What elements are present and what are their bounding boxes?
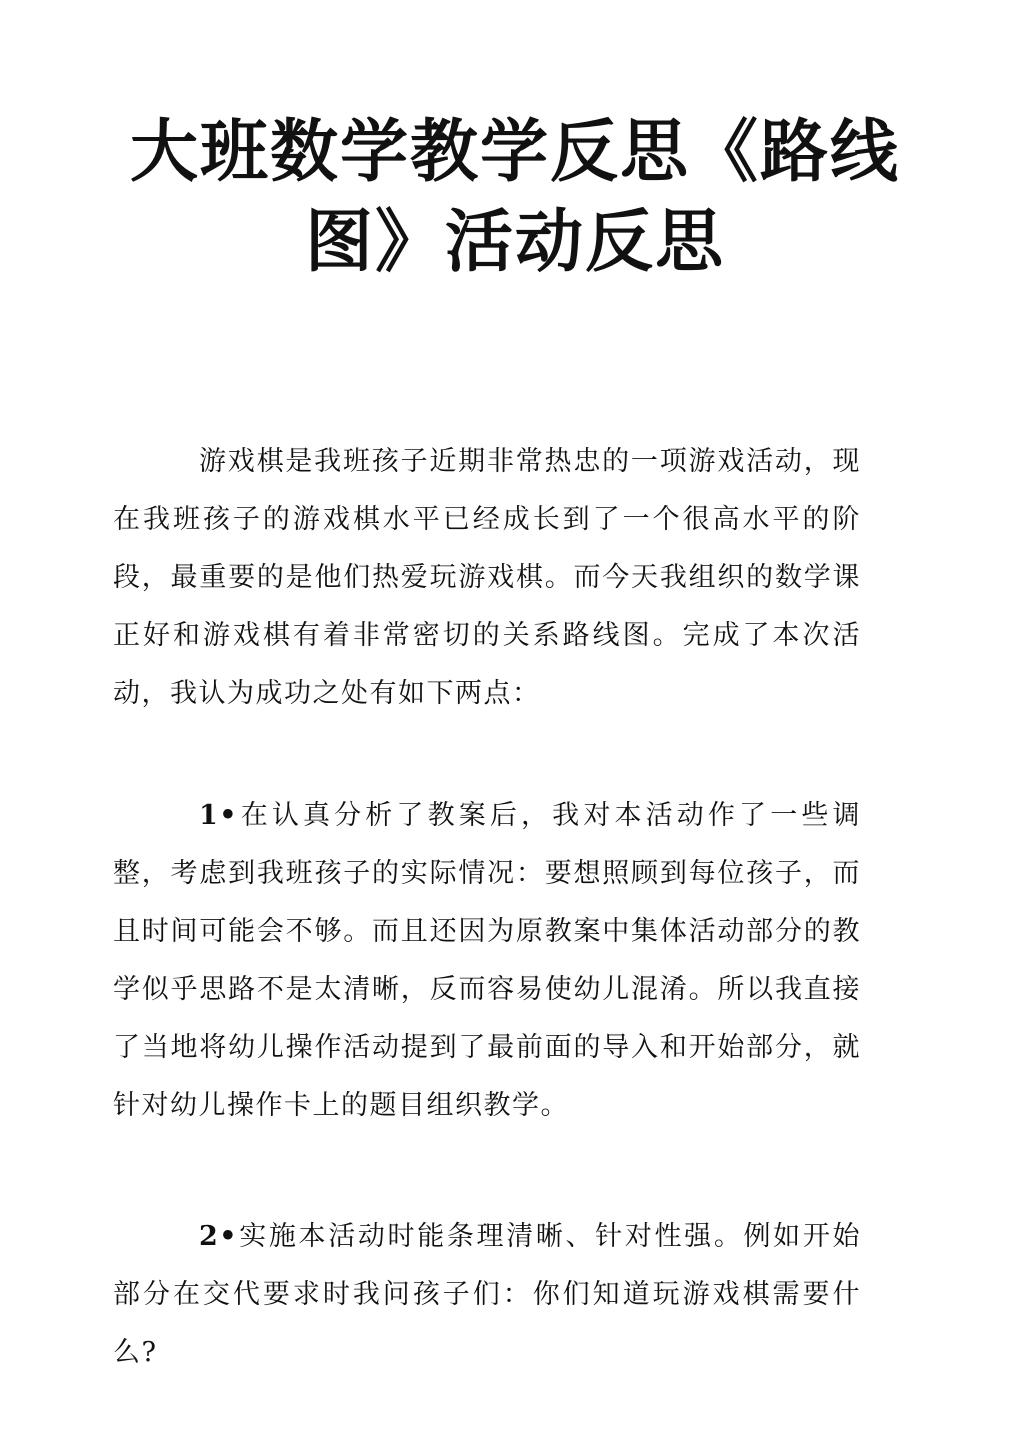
title-line-2: 图》活动反思	[304, 203, 725, 282]
paragraph-point-1	[113, 787, 861, 1135]
paragraph-text: 实施本活动时能条理清晰、针对性强。例如开始部分在交代要求时我问孩子们：你们知道玩游戏棋需要什么?	[113, 1221, 861, 1368]
point-number: 1•	[199, 800, 239, 831]
page-title	[120, 108, 910, 288]
point-number: 2•	[199, 1221, 239, 1252]
title-line-1: 大班数学教学反思《路线	[129, 113, 900, 192]
paragraph-intro	[113, 433, 861, 723]
paragraph-point-2	[113, 1208, 861, 1382]
paragraph-text: 在认真分析了教案后，我对本活动作了一些调整，考虑到我班孩子的实际情况：要想照顾到每位孩子，而且时间可能会不够。而且还因为原教案中集体活动部分的教学似乎思路不是太清晰，反而容易使幼儿混淆。所以我直接了当地将幼儿操作活动提到了最前面的导入和开始部分，就针对幼儿操作卡上的题目组织教学。	[113, 800, 861, 1121]
paragraph-text: 游戏棋是我班孩子近期非常热忠的一项游戏活动，现在我班孩子的游戏棋水平已经成长到了一个很高水平的阶段，最重要的是他们热爱玩游戏棋。而今天我组织的数学课正好和游戏棋有着非常密切的关系路线图。完成了本次活动，我认为成功之处有如下两点：	[113, 446, 861, 709]
